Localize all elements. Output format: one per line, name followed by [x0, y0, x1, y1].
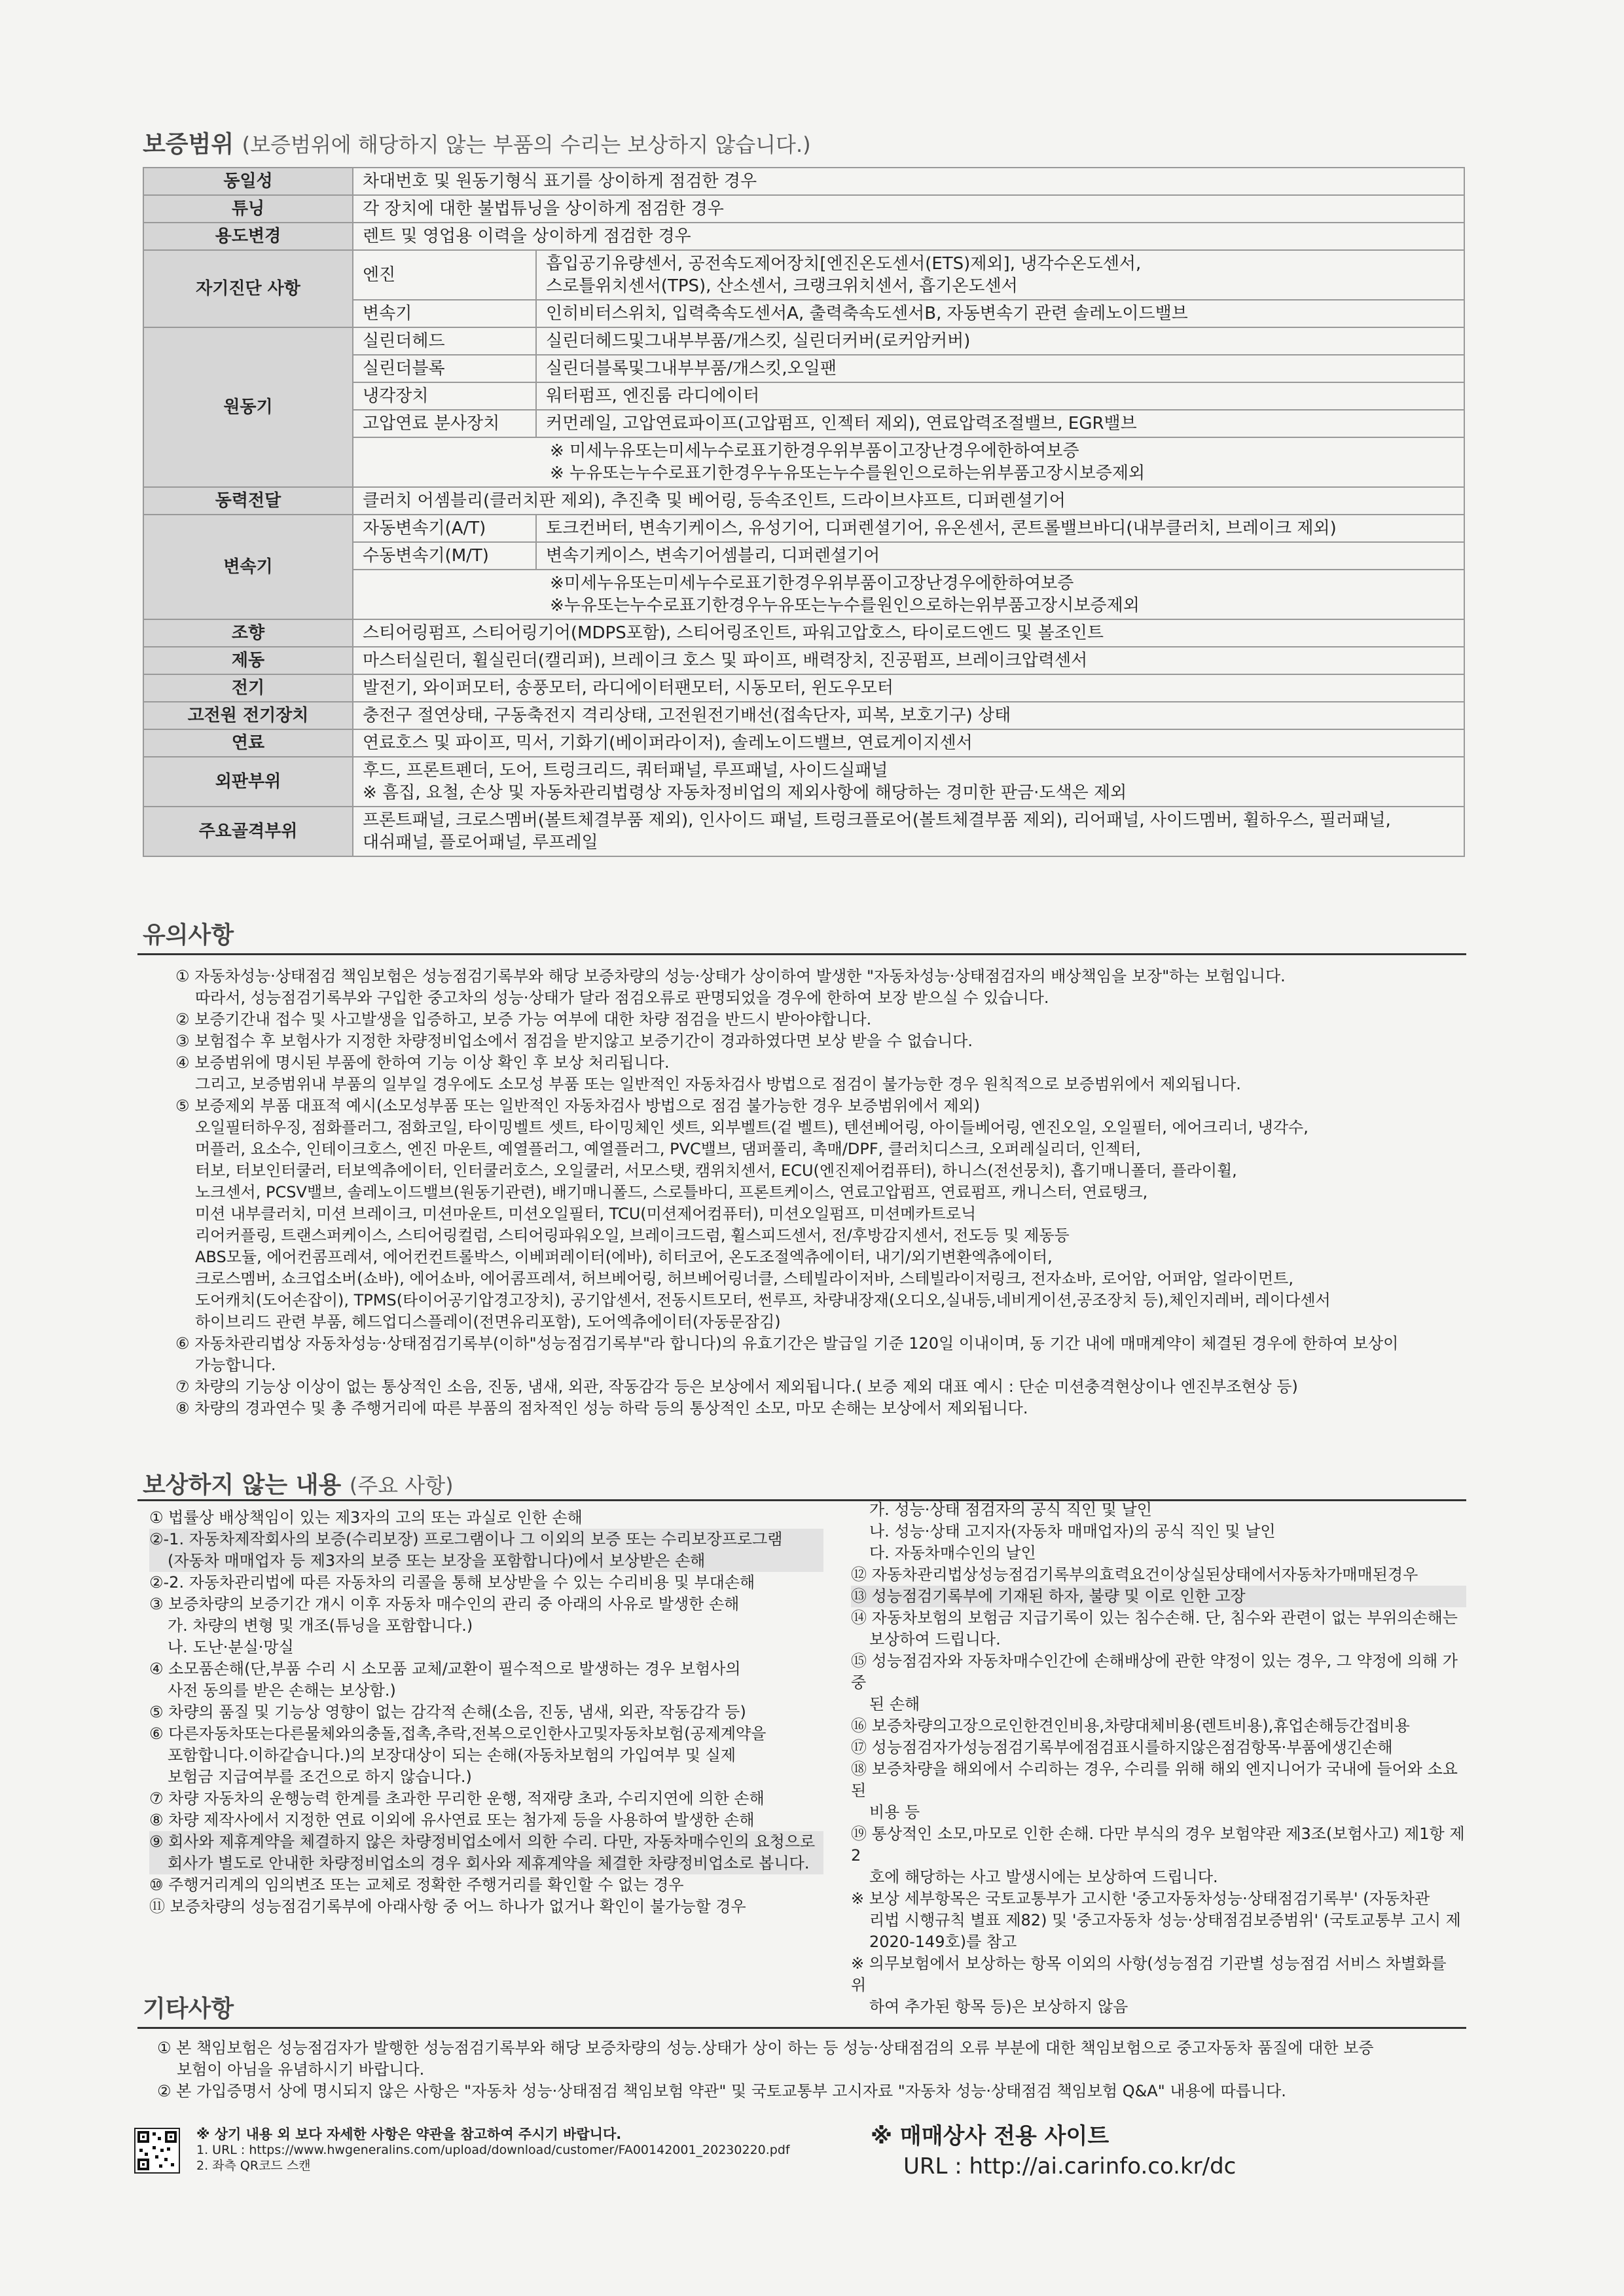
- footer-url[interactable]: 1. URL : https://www.hwgeneralins.com/upload/download/customer/FA00142001_20230220.pdf: [196, 2143, 790, 2157]
- table-row: [143, 729, 1464, 757]
- list-item: ABS모듈, 에어컨콤프레셔, 에어컨컨트롤박스, 이베퍼레이터(에바), 히터코어, 온도조절엑츄에이터, 내기/외기변환엑츄에이터,: [195, 1248, 1053, 1266]
- subcategory-cell: 실린더블록: [353, 355, 536, 382]
- list-item: ⑫ 자동차관리법상성능점검기록부의효력요건이상실된상태에서자동차가매매된경우: [851, 1565, 1418, 1584]
- list-item: ⑯ 보증차량의고장으로인한견인비용,차량대체비용(렌트비용),휴업손해등간접비용: [851, 1717, 1410, 1735]
- list-item: 2020-149호)를 참고: [869, 1933, 1017, 1951]
- table-row: [143, 702, 1464, 729]
- table-row: [143, 195, 1464, 223]
- description-cell: 워터펌프, 엔진룸 라디에이터: [536, 382, 1464, 410]
- list-item: ⑰ 성능점검자가성능점검기록부에점검표시를하지않은점검항목·부품에생긴손해: [851, 1738, 1393, 1757]
- list-item: 가. 성능·상태 점검자의 공식 직인 및 날인: [869, 1501, 1152, 1519]
- list-item: 도어캐치(도어손잡이), TPMS(타이어공기압경고장치), 공기압센서, 전동시트모터, 썬루프, 차량내장재(오디오,실내등,네비게이션,공조장치 등),체인지레버, 레이다센서: [195, 1291, 1331, 1309]
- category-cell: 원동기: [143, 327, 353, 487]
- table-row: [143, 487, 1464, 515]
- table-row: [143, 327, 1464, 355]
- table-row: [143, 515, 1464, 542]
- description-cell: 발전기, 와이퍼모터, 송풍모터, 라디에이터팬모터, 시동모터, 윈도우모터: [353, 674, 1464, 702]
- description-line: 후드, 프론트펜더, 도어, 트렁크리드, 쿼터패널, 루프패널, 사이드실패널: [363, 761, 888, 780]
- caution-list: [175, 966, 1458, 1419]
- description-cell: [536, 250, 1464, 300]
- category-cell: 제동: [143, 647, 353, 674]
- list-item: 회사가 별도로 안내한 차량정비업소의 경우 회사와 제휴계약을 체결한 차량정비업소로 봅니다.: [149, 1853, 823, 1874]
- list-item: (자동차 매매업자 등 제3자의 보증 또는 보장을 포함합니다)에서 보상받은 손해: [149, 1550, 823, 1572]
- list-item: ④ 소모품손해(단,부품 수리 시 소모품 교체/교환이 필수적으로 발생하는 경우 보험사의: [149, 1660, 741, 1678]
- description-cell: 차대번호 및 원동기형식 표기를 상이하게 점검한 경우: [353, 168, 1464, 195]
- table-row: [143, 807, 1464, 856]
- list-item: ① 법률상 배상책임이 있는 제3자의 고의 또는 과실로 인한 손해: [149, 1508, 583, 1527]
- category-cell: 튜닝: [143, 195, 353, 223]
- qr-code-icon[interactable]: [134, 2128, 180, 2174]
- description-line: 프론트패널, 크로스멤버(볼트체결부품 제외), 인사이드 패널, 트렁크플로어(볼트체결부품 제외), 리어패널, 사이드멤버, 휠하우스, 필러패널,: [363, 811, 1391, 830]
- table-row: [143, 619, 1464, 647]
- table-row: [143, 250, 1464, 300]
- list-item: ⑲ 통상적인 소모,마모로 인한 손해. 다만 부식의 경우 보험약관 제3조(보험사고) 제1항 제2: [851, 1825, 1465, 1865]
- exclusions-left-column: [149, 1507, 823, 1918]
- list-item: ⑩ 주행거리계의 임의변조 또는 교체로 정확한 주행거리를 확인할 수 없는 경우: [149, 1876, 684, 1894]
- subcategory-cell: 수동변속기(M/T): [353, 542, 536, 570]
- list-item: 보험금 지급여부를 조건으로 하지 않습니다.): [168, 1768, 472, 1786]
- list-item: 비용 등: [869, 1803, 920, 1821]
- description-line: 스로틀위치센서(TPS), 산소센서, 크랭크위치센서, 흡기온도센서: [546, 276, 1018, 296]
- list-item: 크로스멤버, 쇼크업소버(쇼바), 에어쇼바, 에어콤프레셔, 허브베어링, 허브베어링너클, 스테빌라이저바, 스테빌라이저링크, 전자쇼바, 로어암, 어퍼암, 얼라이먼트,: [195, 1269, 1293, 1288]
- list-item: 나. 성능·상태 고지자(자동차 매매업자)의 공식 직인 및 날인: [869, 1522, 1276, 1540]
- note-line: ※누유또는누수로표기한경우누유또는누수를원인으로하는위부품고장시보증제외: [550, 596, 1140, 615]
- list-item: ⑮ 성능점검자와 자동차매수인간에 손해배상에 관한 약정이 있는 경우, 그 약정에 의해 가중: [851, 1652, 1458, 1692]
- list-item: ⑥ 다른자동차또는다른물체와의충돌,접촉,추락,전복으로인한사고및자동차보험(공제계약을: [149, 1724, 767, 1743]
- list-item: 리법 시행규칙 별표 제82) 및 '중고자동차 성능·상태점검보증범위' (국토교통부 고시 제: [869, 1911, 1461, 1929]
- list-item: 터보, 터보인터쿨러, 터보엑츄에이터, 인터쿨러호스, 오일쿨러, 서모스탯, 캠위치센서, ECU(엔진제어컴퓨터), 하니스(전선뭉치), 흡기매니폴더, 플라이휠,: [195, 1161, 1237, 1180]
- description-cell: 커먼레일, 고압연료파이프(고압펌프, 인젝터 제외), 연료압력조절밸브, EGR밸브: [536, 410, 1464, 437]
- list-item: 보험이 아님을 유념하시기 바랍니다.: [177, 2060, 425, 2079]
- note-line: ※ 누유또는누수로표기한경우누유또는누수를원인으로하는위부품고장시보증제외: [550, 464, 1146, 483]
- list-item: 오일필터하우징, 점화플러그, 점화코일, 타이밍벨트 셋트, 타이밍체인 셋트, 외부벨트(겉 벨트), 텐션베어링, 아이들베어링, 엔진오일, 오일필터, 에어크리너, 냉각수,: [195, 1118, 1308, 1137]
- description-cell: 렌트 및 영업용 이력을 상이하게 점검한 경우: [353, 223, 1464, 250]
- list-item: ②-1. 자동차제작회사의 보증(수리보장) 프로그램이나 그 이외의 보증 또는 수리보장프로그램: [149, 1529, 823, 1550]
- list-item: 리어커플링, 트랜스퍼케이스, 스티어링컬럼, 스티어링파워오일, 브레이크드럼, 휠스피드센서, 전/후방감지센서, 전도등 및 제동등: [195, 1226, 1070, 1245]
- category-cell: 조향: [143, 619, 353, 647]
- list-item: ⑥ 자동차관리법상 자동차성능·상태점검기록부(이하"성능점검기록부"라 합니다)의 유효기간은 발급일 기준 120일 이내이며, 동 기간 내에 매매계약이 체결된 경우에 한하여 보상이: [175, 1334, 1399, 1353]
- list-item: ⑦ 차량 자동차의 운행능력 한계를 초과한 무리한 운행, 적재량 초과, 수리지연에 의한 손해: [149, 1789, 765, 1808]
- description-cell: 토크컨버터, 변속기케이스, 유성기어, 디퍼렌셜기어, 유온센서, 콘트롤밸브바디(내부클러치, 브레이크 제외): [536, 515, 1464, 542]
- list-item: 하이브리드 관련 부품, 헤드업디스플레이(전면유리포함), 도어엑츄에이터(자동문잠김): [195, 1313, 781, 1331]
- dealer-site-info: [871, 2121, 1236, 2181]
- list-item: ⑧ 차량의 경과연수 및 총 주행거리에 따른 부품의 점차적인 성능 하락 등의 통상적인 소모, 마모 손해는 보상에서 제외됩니다.: [175, 1399, 1028, 1417]
- list-item: ⑦ 차량의 기능상 이상이 없는 통상적인 소음, 진동, 냄새, 외관, 작동감각 등은 보상에서 제외됩니다.( 보증 제외 대표 예시 : 단순 미션충격현상이나 엔진부조현상 등): [175, 1377, 1298, 1396]
- table-row: [143, 223, 1464, 250]
- misc-section-title: [143, 1990, 234, 2024]
- description-cell: 스티어링펌프, 스티어링기어(MDPS포함), 스티어링조인트, 파워고압호스, 타이로드엔드 및 볼조인트: [353, 619, 1464, 647]
- coverage-section-title: [143, 126, 811, 159]
- footer-note: ※ 상기 내용 외 보다 자세한 사항은 약관을 참고하여 주시기 바랍니다.: [196, 2126, 622, 2142]
- list-item: 가. 차량의 변형 및 개조(튜닝을 포함합니다.): [168, 1616, 473, 1635]
- exclusions-right-column: [851, 1499, 1466, 2018]
- note-line: ※미세누유또는미세누수로표기한경우위부품이고장난경우에한하여보증: [550, 574, 1074, 593]
- list-item: 다. 자동차매수인의 날인: [869, 1544, 1036, 1562]
- description-cell: 실린더헤드및그내부부품/개스킷, 실린더커버(로커암커버): [536, 327, 1464, 355]
- note-cell: [353, 570, 1464, 619]
- description-cell: 변속기케이스, 변속기어셈블리, 디퍼렌셜기어: [536, 542, 1464, 570]
- misc-title: 기타사항: [143, 1995, 234, 2022]
- subcategory-cell: 냉각장치: [353, 382, 536, 410]
- list-item: ① 자동차성능·상태점검 책임보험은 성능점검기록부와 해당 보증차량의 성능·상태가 상이하여 발생한 "자동차성능·상태점검자의 배상책임을 보장"하는 보험입니다.: [175, 967, 1286, 985]
- list-item: ⑪ 보증차량의 성능점검기록부에 아래사항 중 어느 하나가 없거나 확인이 불가능할 경우: [149, 1897, 746, 1916]
- list-item: ⑬ 성능점검기록부에 기재된 하자, 불량 및 이로 인한 고장: [851, 1586, 1466, 1607]
- category-cell: 외판부위: [143, 757, 353, 807]
- list-item: ② 보증기간내 접수 및 사고발생을 입증하고, 보증 가능 여부에 대한 차량 점검을 반드시 받아야합니다.: [175, 1010, 872, 1029]
- list-item: ④ 보증범위에 명시된 부품에 한하여 기능 이상 확인 후 보상 처리됩니다.: [175, 1053, 670, 1072]
- subcategory-cell: 고압연료 분사장치: [353, 410, 536, 437]
- list-item: ① 본 책임보험은 성능점검자가 발행한 성능점검기록부와 해당 보증차량의 성능.상태가 상이 하는 등 성능·상태점검의 오류 부분에 대한 책임보험으로 중고자동차 품질에 대한 보증: [157, 2039, 1374, 2057]
- table-row: [143, 647, 1464, 674]
- description-cell: [353, 807, 1464, 856]
- list-item: ③ 보증차량의 보증기간 개시 이후 자동차 매수인의 관리 중 아래의 사유로 발생한 손해: [149, 1595, 740, 1613]
- exclusions-title: 보상하지 않는 내용: [143, 1472, 342, 1499]
- list-item: ② 본 가입증명서 상에 명시되지 않은 사항은 "자동차 성능·상태점검 책임보험 약관" 및 국토교통부 고시자료 "자동차 성능·상태점검 책임보험 Q&A" 내용에 따릅니다.: [157, 2082, 1286, 2100]
- list-item: 따라서, 성능점검기록부와 구입한 중고차의 성능·상태가 달라 점검오류로 판명되었을 경우에 한하여 보장 받으실 수 있습니다.: [195, 989, 1049, 1007]
- subcategory-cell: 자동변속기(A/T): [353, 515, 536, 542]
- list-item: ③ 보험접수 후 보험사가 지정한 차량정비업소에서 점검을 받지않고 보증기간이 경과하였다면 보상 받을 수 없습니다.: [175, 1032, 973, 1050]
- coverage-table: [143, 167, 1465, 857]
- dealer-site-url[interactable]: URL : http://ai.carinfo.co.kr/dc: [903, 2153, 1236, 2179]
- dealer-site-label: ※ 매매상사 전용 사이트: [871, 2123, 1110, 2149]
- description-cell: 인히비터스위치, 입력축속도센서A, 출력축속도센서B, 자동변속기 관련 솔레노이드밸브: [536, 300, 1464, 327]
- subcategory-cell: 엔진: [353, 250, 536, 300]
- list-item: 나. 도난·분실·망실: [168, 1638, 294, 1656]
- list-item: 호에 해당하는 사고 발생시에는 보상하여 드립니다.: [869, 1868, 1218, 1886]
- footer-note: 2. 좌측 QR코드 스캔: [196, 2159, 311, 2173]
- description-cell: 충전구 절연상태, 구동축전지 격리상태, 고전원전기배선(접속단자, 피복, 보호기구) 상태: [353, 702, 1464, 729]
- subcategory-cell: 변속기: [353, 300, 536, 327]
- list-item: ⑧ 차량 제작사에서 지정한 연료 이외에 유사연료 또는 첨가제 등을 사용하여 발생한 손해: [149, 1811, 755, 1829]
- list-item: 보상하여 드립니다.: [869, 1630, 1001, 1649]
- section-divider: [137, 2027, 1466, 2029]
- caution-title: 유의사항: [143, 922, 234, 949]
- note-cell: [353, 437, 1464, 487]
- exclusions-subtitle: (주요 사항): [349, 1473, 454, 1498]
- exclusions-section-title: [143, 1467, 454, 1500]
- caution-section-title: [143, 917, 234, 950]
- coverage-title: 보증범위: [143, 131, 234, 158]
- list-item: ⑭ 자동차보험의 보험금 지급기록이 있는 침수손해. 단, 침수와 관련이 없는 부위의손해는: [851, 1609, 1458, 1627]
- list-item: ②-2. 자동차관리법에 따른 자동차의 리콜을 통해 보상받을 수 있는 수리비용 및 부대손해: [149, 1573, 755, 1592]
- description-cell: 마스터실린더, 휠실린더(캘리퍼), 브레이크 호스 및 파이프, 배력장치, 진공펌프, 브레이크압력센서: [353, 647, 1464, 674]
- category-cell: 동일성: [143, 168, 353, 195]
- category-cell: 주요골격부위: [143, 807, 353, 856]
- category-cell: 연료: [143, 729, 353, 757]
- coverage-subtitle: (보증범위에 해당하지 않는 부품의 수리는 보상하지 않습니다.): [242, 132, 811, 157]
- table-row: [143, 168, 1464, 195]
- footer-notes: [196, 2126, 790, 2174]
- category-cell: 전기: [143, 674, 353, 702]
- category-cell: 변속기: [143, 515, 353, 619]
- list-item: 그리고, 보증범위내 부품의 일부일 경우에도 소모성 부품 또는 일반적인 자동차검사 방법으로 점검이 불가능한 경우 원칙적으로 보증범위에서 제외됩니다.: [195, 1075, 1241, 1093]
- description-cell: [353, 757, 1464, 807]
- description-line: 흡입공기유량센서, 공전속도제어장치[엔진온도센서(ETS)제외], 냉각수온도센서,: [546, 254, 1142, 274]
- section-divider: [137, 953, 1466, 955]
- note-line: ※ 미세누유또는미세누수로표기한경우위부품이고장난경우에한하여보증: [550, 441, 1079, 461]
- list-item: ⑤ 차량의 품질 및 기능상 영향이 없는 감각적 손해(소음, 진동, 냄새, 외관, 작동감각 등): [149, 1703, 746, 1721]
- list-item: 미션 내부클러치, 미션 브레이크, 미션마운트, 미션오일필터, TCU(미션제어컴퓨터), 미션오일펌프, 미션메카트로닉: [195, 1205, 977, 1223]
- list-item: ⑤ 보증제외 부품 대표적 예시(소모성부품 또는 일반적인 자동차검사 방법으로 점검 불가능한 경우 보증범위에서 제외): [175, 1097, 981, 1115]
- list-item: 노크센서, PCSV밸브, 솔레노이드밸브(원동기관련), 배기매니폴드, 스로틀바디, 프론트케이스, 연료고압펌프, 연료펌프, 캐니스터, 연료탱크,: [195, 1183, 1148, 1201]
- list-item: ※ 의무보험에서 보상하는 항목 이외의 사항(성능점검 기관별 성능점검 서비스 차별화를 위: [851, 1954, 1447, 1994]
- category-cell: 용도변경: [143, 223, 353, 250]
- description-line: ※ 흠집, 요철, 손상 및 자동차관리법령상 자동차정비업의 제외사항에 해당하는 경미한 판금·도색은 제외: [363, 783, 1127, 803]
- category-cell: 동력전달: [143, 487, 353, 515]
- table-row: [143, 757, 1464, 807]
- description-cell: 각 장치에 대한 불법튜닝을 상이하게 점검한 경우: [353, 195, 1464, 223]
- list-item: 포함합니다.이하같습니다.)의 보장대상이 되는 손해(자동차보험의 가입여부 및 실제: [168, 1746, 736, 1764]
- list-item: 된 손해: [869, 1695, 920, 1713]
- description-cell: 연료호스 및 파이프, 믹서, 기화기(베이퍼라이저), 솔레노이드밸브, 연료게이지센서: [353, 729, 1464, 757]
- description-line: 대쉬패널, 플로어패널, 루프레일: [363, 833, 598, 852]
- category-cell: 고전원 전기장치: [143, 702, 353, 729]
- misc-list: [157, 2037, 1460, 2102]
- list-item: ※ 보상 세부항목은 국토교통부가 고시한 '중고자동차성능·상태점검기록부' (자동차관: [851, 1889, 1430, 1908]
- description-cell: 클러치 어셈블리(클러치판 제외), 추진축 및 베어링, 등속조인트, 드라이브샤프트, 디퍼렌셜기어: [353, 487, 1464, 515]
- list-item: ⑨ 회사와 제휴계약을 체결하지 않은 차량정비업소에서 의한 수리. 다만, 자동차매수인의 요청으로: [149, 1831, 823, 1853]
- list-item: 하여 추가된 항목 등)은 보상하지 않음: [869, 1997, 1128, 2016]
- list-item: ⑱ 보증차량을 해외에서 수리하는 경우, 수리를 위해 해외 엔지니어가 국내에 들어와 소요된: [851, 1760, 1458, 1800]
- subcategory-cell: 실린더헤드: [353, 327, 536, 355]
- table-row: [143, 674, 1464, 702]
- list-item: 가능합니다.: [195, 1356, 276, 1374]
- list-item: 사전 동의를 받은 손해는 보상함.): [168, 1681, 396, 1700]
- list-item: 머플러, 요소수, 인테이크호스, 엔진 마운트, 예열플러그, 예열플러그, PVC밸브, 댐퍼풀리, 촉매/DPF, 클러치디스크, 오퍼레실리더, 인젝터,: [195, 1140, 1141, 1158]
- description-cell: 실린더블록및그내부부품/개스킷,오일팬: [536, 355, 1464, 382]
- category-cell: 자기진단 사항: [143, 250, 353, 327]
